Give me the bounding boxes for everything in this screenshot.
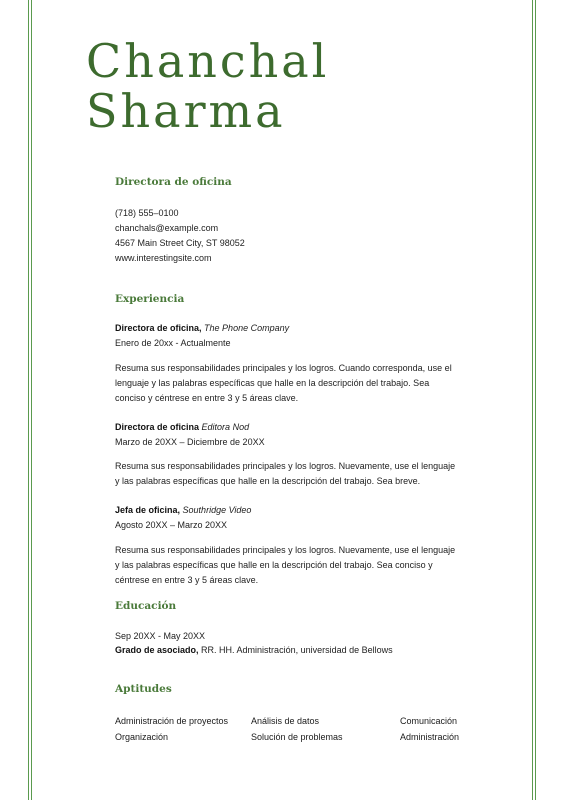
page-border-right-outer xyxy=(535,0,536,800)
skill-item: Administración de proyectos xyxy=(115,716,229,726)
experience-heading: Experiencia xyxy=(115,293,185,305)
skill-item: Comunicación xyxy=(400,716,458,726)
job-2-header xyxy=(115,420,249,435)
job-1-dates: Enero de 20xx - Actualmente xyxy=(115,338,231,348)
job-1-title: Directora de oficina, xyxy=(115,323,202,333)
page-border-left-inner xyxy=(31,0,32,800)
contact-phone: (718) 555–0100 xyxy=(115,208,179,218)
skill-item: Organización xyxy=(115,732,169,742)
job-3-company: Southridge Video xyxy=(182,505,252,515)
education-degree-type: Grado de asociado, xyxy=(115,645,199,655)
job-1-header xyxy=(115,321,289,336)
education-degree xyxy=(115,643,393,658)
job-3-header xyxy=(115,503,251,518)
education-dates: Sep 20XX - May 20XX xyxy=(115,631,206,641)
skill-item: Administración xyxy=(400,732,460,742)
job-3-dates: Agosto 20XX – Marzo 20XX xyxy=(115,520,228,530)
skills-heading: Aptitudes xyxy=(115,683,172,695)
job-2-description: Resuma sus responsabilidades principales y los logros. Nuevamente, use el lenguaje y las palabras específicas que halle en la descripción del trabajo. Sea breve. xyxy=(115,461,456,486)
contact-address: 4567 Main Street City, ST 98052 xyxy=(115,238,245,248)
job-1-company: The Phone Company xyxy=(204,323,290,333)
job-2-dates: Marzo de 20XX – Diciembre de 20XX xyxy=(115,437,265,447)
contact-email: chanchals@example.com xyxy=(115,223,219,233)
page-border-left-outer xyxy=(28,0,29,800)
skill-item: Análisis de datos xyxy=(251,716,320,726)
job-2-company: Editora Nod xyxy=(201,422,250,432)
job-3-description: Resuma sus responsabilidades principales y los logros. Nuevamente, use el lenguaje y las palabras específicas que halle en la descripción del trabajo. Sea conciso y céntrese en entre 3 y 5 áreas clave. xyxy=(115,545,456,585)
job-title: Directora de oficina xyxy=(115,176,232,188)
education-detail: RR. HH. Administración, universidad de Bellows xyxy=(201,645,393,655)
last-name: Sharma xyxy=(86,84,286,138)
skill-item: Solución de problemas xyxy=(251,732,343,742)
first-name: Chanchal xyxy=(86,34,330,88)
candidate-name xyxy=(86,36,329,136)
job-3-title: Jefa de oficina, xyxy=(115,505,181,515)
education-heading: Educación xyxy=(115,600,177,612)
contact-website: www.interestingsite.com xyxy=(115,253,212,263)
page-border-right-inner xyxy=(532,0,533,800)
job-1-description: Resuma sus responsabilidades principales y los logros. Cuando corresponda, use el lenguaje y las palabras específicas que halle en la descripción del trabajo. Sea conciso y céntrese en entre 3 y 5 áreas clave. xyxy=(115,363,452,403)
job-2-title: Directora de oficina xyxy=(115,422,200,432)
